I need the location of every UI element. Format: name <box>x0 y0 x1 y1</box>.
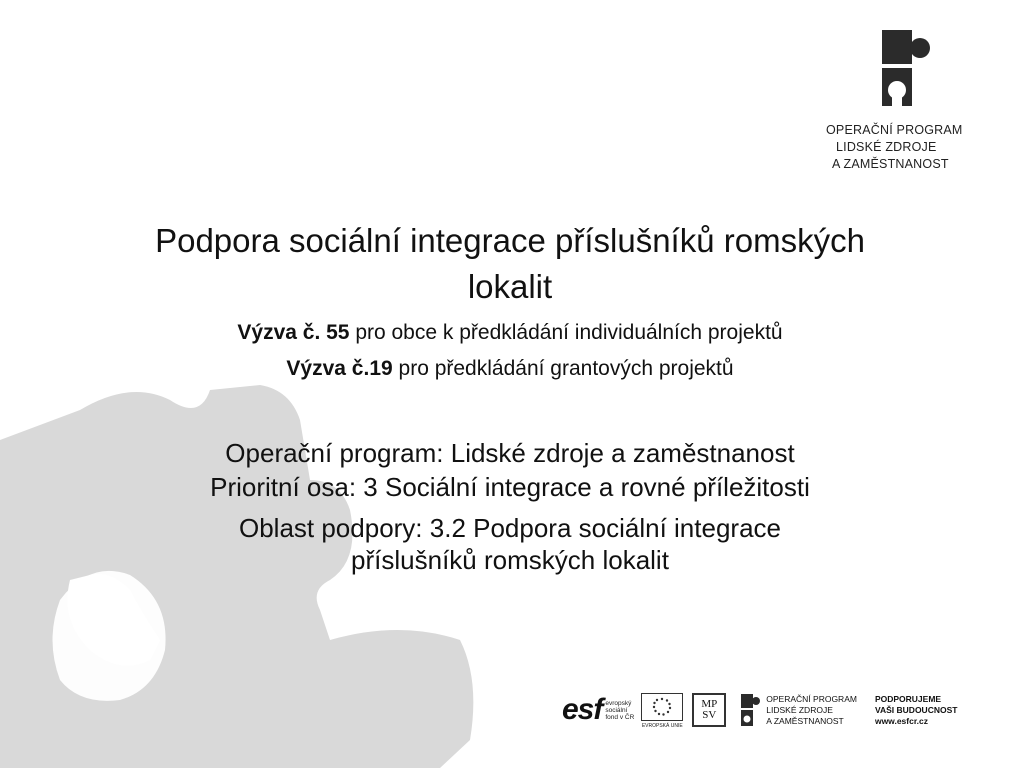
esf-logo-caption <box>605 700 634 721</box>
support-line-2: VAŠI BUDOUCNOST <box>874 704 958 715</box>
eu-flag-icon <box>641 693 683 721</box>
mpsv-logo <box>692 693 726 727</box>
eu-logo <box>640 693 684 727</box>
esf-caption-2: sociální <box>605 706 628 714</box>
puzzle-logo-icon <box>880 28 934 108</box>
call-55 <box>100 320 920 346</box>
esf-logo <box>562 695 634 725</box>
logo-line-2: LIDSKÉ ZDROJE <box>836 140 937 154</box>
oplz-line-2: LIDSKÉ ZDROJE <box>766 704 833 715</box>
call-55-text: pro obce k předkládání individuálních projektů <box>349 321 783 344</box>
page-title <box>100 218 920 310</box>
call-19-number: Výzva č.19 <box>286 357 393 380</box>
call-19-text: pro předkládání grantových projektů <box>392 357 734 380</box>
support-website: www.esfcr.cz <box>874 715 929 726</box>
mpsv-top: MP <box>701 698 718 710</box>
logo-line-1: OPERAČNÍ PROGRAM <box>826 123 963 137</box>
oplz-small-logo <box>740 693 857 727</box>
support-area-line-2: příslušníků romských lokalit <box>351 545 669 575</box>
esf-caption-3: fond v ČR <box>605 713 635 721</box>
program-logo <box>818 28 978 173</box>
support-slogan <box>875 694 958 727</box>
footer-logos <box>562 688 957 732</box>
title-line-1: Podpora sociální integrace příslušníků romských <box>155 222 865 259</box>
eu-logo-label: EVROPSKÁ UNIE <box>641 723 683 729</box>
oplz-line-1: OPERAČNÍ PROGRAM <box>766 693 857 704</box>
logo-line-3: A ZAMĚSTNANOST <box>832 157 949 171</box>
priority-axis: Prioritní osa: 3 Sociální integrace a rovné příležitosti <box>210 472 810 502</box>
mpsv-bottom: SV <box>702 709 717 721</box>
support-area-line-1: Oblast podpory: 3.2 Podpora sociální integrace <box>238 513 781 543</box>
puzzle-logo-small-icon <box>740 693 760 727</box>
call-55-number: Výzva č. 55 <box>237 321 350 344</box>
title-line-2: lokalit <box>467 268 553 305</box>
esf-caption-1: evropský <box>605 699 632 707</box>
operational-program: Operační program: Lidské zdroje a zaměstnanost <box>225 438 795 468</box>
call-19 <box>100 356 920 382</box>
esf-logo-text: esf <box>562 693 603 726</box>
oplz-line-3: A ZAMĚSTNANOST <box>766 715 844 726</box>
support-line-1: PODPORUJEME <box>874 693 942 704</box>
